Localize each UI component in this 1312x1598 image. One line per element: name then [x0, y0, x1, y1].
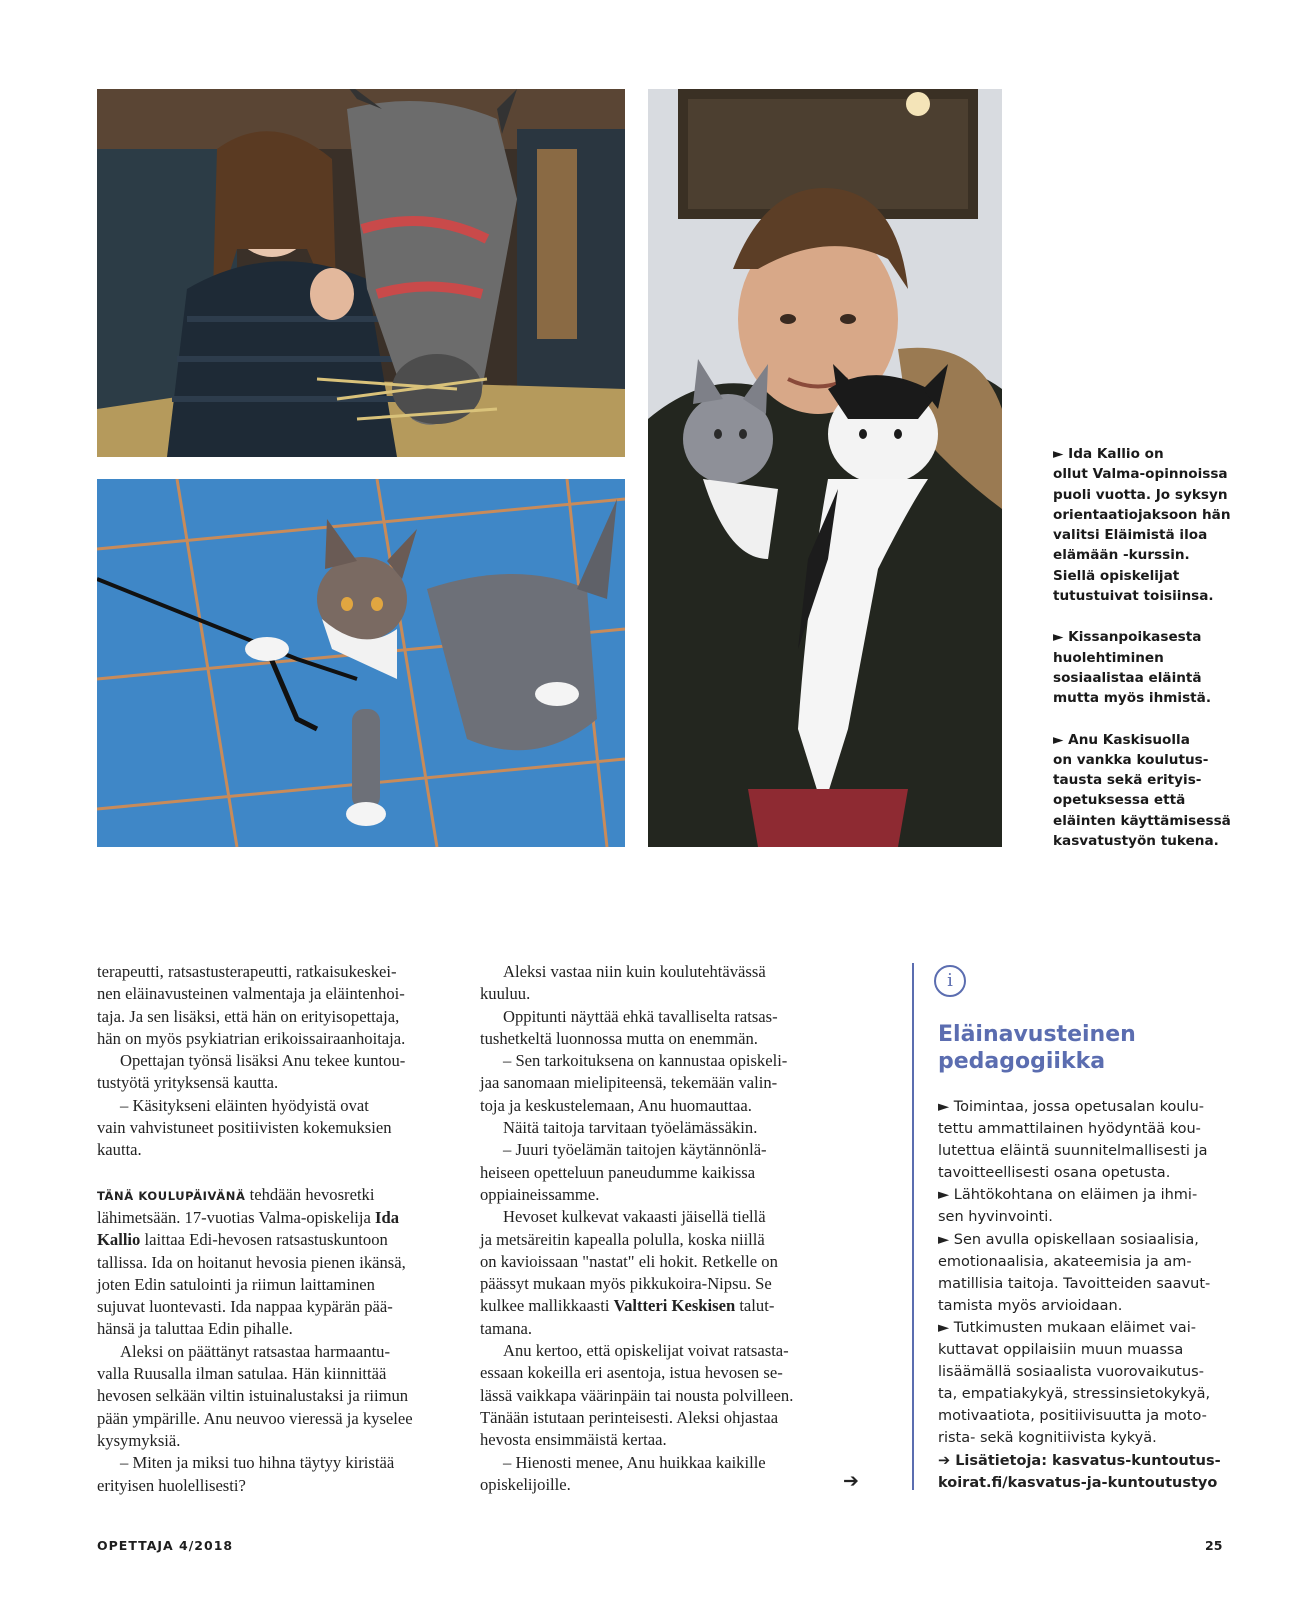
continue-arrow-icon: ➔ [843, 1470, 859, 1492]
paragraph: – Juuri työelämän taitojen käytännönlä- heiseen opetteluun paneudumme kaikissa oppiaineissamme. [480, 1140, 767, 1204]
paragraph: – Sen tarkoituksena on kannustaa opiskeli- jaa sanomaan mielipiteensä, tekemään valin- toja ja keskustelemaan, Anu huomauttaa. [480, 1051, 788, 1115]
info-icon: i [934, 965, 966, 997]
infobox-item: ► Tutkimusten mukaan eläimet vai- kuttavat oppilaisiin muun muassa lisäämällä sosiaalista vuorovaikutus- ta, empatiakykyä, stressinsietokykyä, motivaatiota, positiivisuutta ja moto- rista- sekä kognitiivista kykyä. [938, 1319, 1211, 1447]
article-column-2 [480, 961, 848, 1496]
magazine-issue: OPETTAJA 4/2018 [97, 1538, 234, 1553]
text-run: tehdään hevosretki lähimetsään. 17-vuotias Valma-opiskelija [97, 1184, 375, 1227]
paragraph: Aleksi vastaa niin kuin koulutehtävässä kuuluu. [480, 962, 766, 1004]
photo-captions [1053, 444, 1233, 872]
text-run: talut- tamana. [480, 1296, 775, 1338]
article-column-1 [97, 961, 465, 1497]
infobox-link[interactable]: ➔ Lisätietoja: kasvatus-kuntoutus- koirat.fi/kasvatus-ja-kuntoutustyo [938, 1452, 1221, 1491]
infobox-item: ► Toimintaa, jossa opetusalan koulu- tettu ammattilainen hyödyntää kou- lutettua eläintä suunnitelmallisesti ja tavoitteellisesti osana opetusta. [938, 1099, 1208, 1182]
caption-anu: ► Anu Kaskisuolla on vankka koulutus- tausta sekä erityis- opetuksessa että eläinten käyttämisessä kasvatustyön tukena. [1053, 731, 1231, 850]
paragraph [97, 1184, 465, 1341]
paragraph: Aleksi on päättänyt ratsastaa harmaantu- valla Ruusalla ilman satulaa. Hän kiinnittää hevosen selkään viltin istuinalustaksi ja riimun pään ympärille. Anu neuvoo vieressä ja kyselee kysymyksiä. [97, 1341, 413, 1450]
paragraph: Anu kertoo, että opiskelijat voivat ratsasta- essaan kokeilla eri asentoja, istua hevosen se- lässä vaikkapa väärinpäin tai nousta polvilleen. Tänään istutaan perinteisesti. Aleksi ohjastaa hevosta ensimmäistä kertaa. [480, 1341, 794, 1450]
infobox-title: Eläinavusteinen pedagogiikka [938, 1022, 1136, 1074]
text-run: Hevoset kulkevat vakaasti jäisellä tiellä ja metsäreitin kapealla polulla, koska niillä on kavioissaan "nastat" eli hokit. Retkelle on päässyt mukaan myös pikkukoira-Nipsu. Se kulkee mallikkaasti [480, 1207, 778, 1316]
photo-woman-with-kittens [648, 89, 1002, 847]
infobox-item: ► Lähtökohtana on eläimen ja ihmi- sen hyvinvointi. [938, 1187, 1198, 1226]
paragraph: Oppitunti näyttää ehkä tavalliselta ratsas- tushetkeltä luonnossa mutta on enemmän. [480, 1006, 778, 1048]
caption-ida: ► Ida Kallio on ollut Valma-opinnoissa puoli vuotta. Jo syksyn orientaatiojaksoon hän valitsi Eläimistä iloa elämään -kurssin. Siellä opiskelijat tutustuivat toisiinsa. [1053, 446, 1231, 605]
photo-kitten-playing [97, 479, 625, 847]
paragraph: – Hienosti menee, Anu huikkaa kaikille opiskelijoille. [480, 1452, 766, 1494]
person-name: Valtteri Keskisen [613, 1296, 736, 1316]
paragraph: Näitä taitoja tarvitaan työelämässäkin. [503, 1118, 758, 1138]
section-lead-in: TÄNÄ KOULUPÄIVÄNÄ [97, 1188, 246, 1203]
text-run: laittaa Edi-hevosen ratsastuskuntoon tallissa. Ida on hoitanut hevosia pienen ikänsä, joten Edin satulointi ja riimun laittaminen sujuvat luontevasti. Ida nappaa kypärän pää- hänsä ja taluttaa Edin pihalle. [97, 1230, 406, 1339]
paragraph [480, 1206, 848, 1340]
photo-girl-with-horse [97, 89, 625, 457]
page-number: 25 [1205, 1538, 1223, 1553]
paragraph: Opettajan työnsä lisäksi Anu tekee kuntou- tustyötä yrityksensä kautta. [97, 1051, 406, 1093]
paragraph: terapeutti, ratsastusterapeutti, ratkaisukeskei- nen eläinavusteinen valmentaja ja eläintenhoi- taja. Ja sen lisäksi, että hän on erityisopettaja, hän on myös psykiatrian erikoissairaanhoitaja. [97, 962, 406, 1048]
infobox-item: ► Sen avulla opiskellaan sosiaalisia, emotionaalisia, akateemisia ja am- matillisia taitoja. Tavoitteiden saavut- tamista myös arvioidaan. [938, 1231, 1211, 1314]
infobox-body [938, 1096, 1228, 1494]
paragraph: – Käsitykseni eläinten hyödyistä ovat vain vahvistuneet positiivisten kokemuksien kautta. [97, 1095, 392, 1160]
paragraph: – Miten ja miksi tuo hihna täytyy kiristää erityisen huolellisesti? [97, 1453, 395, 1495]
caption-kitten: ► Kissanpoikasesta huolehtiminen sosiaalistaa eläintä mutta myös ihmistä. [1053, 629, 1212, 707]
person-name: Ida Kallio [97, 1207, 400, 1250]
infobox-divider [912, 963, 914, 1490]
